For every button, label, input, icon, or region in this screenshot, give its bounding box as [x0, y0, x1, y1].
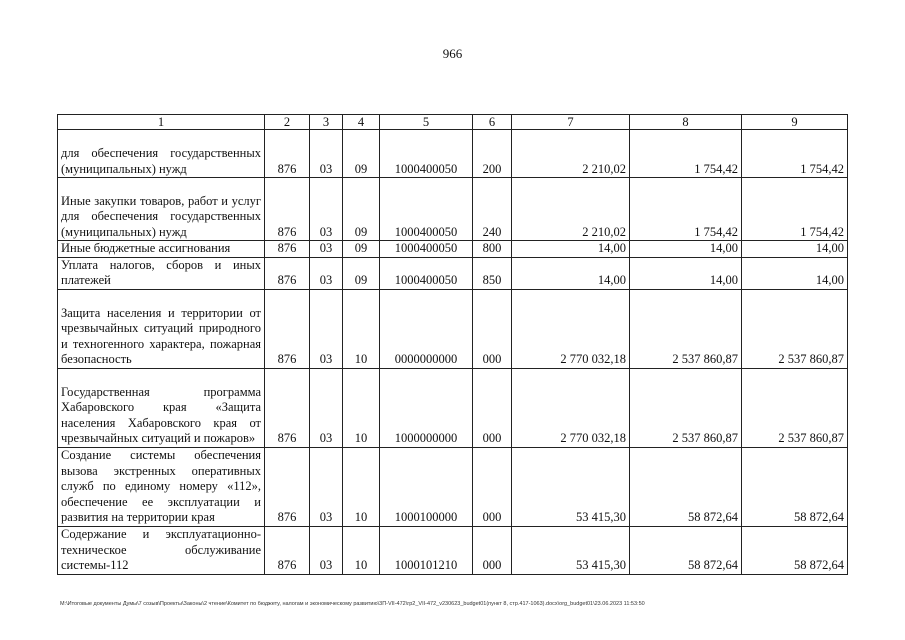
column-header: 9: [742, 115, 848, 130]
cell-amount-col9: 14,00: [742, 241, 848, 258]
cell-amount-col8: 2 537 860,87: [630, 289, 742, 368]
cell-target-article: 1000000000: [380, 368, 473, 447]
row-name: для обеспечения государственных (муниципальных) нужд: [58, 130, 265, 178]
cell-subsection: 09: [343, 130, 380, 178]
file-path-footer: M:\Итоговые документы Думы\7 созыв\Проекты\Законы\2 чтение\Комитет по бюджету, налогам и экономическому развитию\3П-VII-472\гр2_VII-472_v230623_budget01(пункт 8, стр.417-1063).docx\org_budget01\23.06.2023 11:53:50: [60, 601, 645, 607]
cell-amount-col7: 53 415,30: [512, 447, 630, 526]
cell-amount-col7: 14,00: [512, 241, 630, 258]
cell-expense-type: 200: [473, 130, 512, 178]
column-header: 5: [380, 115, 473, 130]
cell-target-article: 0000000000: [380, 289, 473, 368]
cell-ministry-code: 876: [265, 241, 310, 258]
cell-amount-col9: 2 537 860,87: [742, 368, 848, 447]
table-row: [58, 257, 848, 289]
row-name: Защита населения и территории от чрезвычайных ситуаций природного и техногенного характера, пожарная безопасность: [58, 289, 265, 368]
column-header: 4: [343, 115, 380, 130]
cell-target-article: 1000400050: [380, 241, 473, 258]
cell-expense-type: 000: [473, 447, 512, 526]
cell-subsection: 10: [343, 526, 380, 574]
cell-section: 03: [310, 241, 343, 258]
table-row: [58, 368, 848, 447]
cell-subsection: 09: [343, 178, 380, 241]
row-name: Иные закупки товаров, работ и услуг для обеспечения государственных (муниципальных) нужд: [58, 178, 265, 241]
cell-ministry-code: 876: [265, 526, 310, 574]
cell-target-article: 1000400050: [380, 257, 473, 289]
cell-section: 03: [310, 368, 343, 447]
row-name: Иные бюджетные ассигнования: [58, 241, 265, 258]
cell-amount-col9: 2 537 860,87: [742, 289, 848, 368]
cell-ministry-code: 876: [265, 178, 310, 241]
cell-amount-col9: 1 754,42: [742, 178, 848, 241]
table-row: [58, 526, 848, 574]
cell-amount-col7: 14,00: [512, 257, 630, 289]
table-row: [58, 241, 848, 258]
cell-section: 03: [310, 257, 343, 289]
cell-amount-col7: 2 770 032,18: [512, 289, 630, 368]
column-header: 3: [310, 115, 343, 130]
cell-section: 03: [310, 178, 343, 241]
cell-amount-col9: 58 872,64: [742, 447, 848, 526]
cell-section: 03: [310, 130, 343, 178]
cell-section: 03: [310, 289, 343, 368]
table-header-row: [58, 115, 848, 130]
cell-amount-col9: 1 754,42: [742, 130, 848, 178]
cell-expense-type: 800: [473, 241, 512, 258]
cell-subsection: 10: [343, 289, 380, 368]
cell-amount-col8: 14,00: [630, 257, 742, 289]
row-name: Содержание и эксплуатационно-техническое обслуживание системы-112: [58, 526, 265, 574]
cell-ministry-code: 876: [265, 289, 310, 368]
column-header: 2: [265, 115, 310, 130]
cell-target-article: 1000400050: [380, 178, 473, 241]
cell-amount-col7: 53 415,30: [512, 526, 630, 574]
cell-amount-col7: 2 770 032,18: [512, 368, 630, 447]
cell-subsection: 10: [343, 447, 380, 526]
page-number: 966: [442, 46, 463, 61]
cell-target-article: 1000101210: [380, 526, 473, 574]
cell-ministry-code: 876: [265, 257, 310, 289]
cell-expense-type: 850: [473, 257, 512, 289]
cell-expense-type: 000: [473, 289, 512, 368]
cell-amount-col9: 14,00: [742, 257, 848, 289]
table-row: [58, 130, 848, 178]
row-name: Уплата налогов, сборов и иных платежей: [58, 257, 265, 289]
table-row: [58, 447, 848, 526]
cell-ministry-code: 876: [265, 368, 310, 447]
column-header: 1: [58, 115, 265, 130]
cell-subsection: 10: [343, 368, 380, 447]
budget-table: [57, 114, 848, 575]
table-row: [58, 289, 848, 368]
cell-amount-col7: 2 210,02: [512, 130, 630, 178]
cell-expense-type: 000: [473, 526, 512, 574]
row-name: Государственная программа Хабаровского края «Защита населения Хабаровского края от чрезвычайных ситуаций и пожаров»: [58, 368, 265, 447]
column-header: 7: [512, 115, 630, 130]
cell-amount-col8: 1 754,42: [630, 130, 742, 178]
table-row: [58, 178, 848, 241]
cell-subsection: 09: [343, 241, 380, 258]
cell-amount-col8: 14,00: [630, 241, 742, 258]
cell-amount-col7: 2 210,02: [512, 178, 630, 241]
cell-amount-col8: 2 537 860,87: [630, 368, 742, 447]
cell-ministry-code: 876: [265, 130, 310, 178]
column-header: 6: [473, 115, 512, 130]
cell-target-article: 1000100000: [380, 447, 473, 526]
cell-target-article: 1000400050: [380, 130, 473, 178]
cell-expense-type: 000: [473, 368, 512, 447]
cell-amount-col8: 1 754,42: [630, 178, 742, 241]
cell-section: 03: [310, 447, 343, 526]
cell-amount-col8: 58 872,64: [630, 526, 742, 574]
cell-amount-col8: 58 872,64: [630, 447, 742, 526]
cell-ministry-code: 876: [265, 447, 310, 526]
row-name: Создание системы обеспечения вызова экстренных оперативных служб по единому номеру «112», обеспечение ее эксплуатации и развития на территории края: [58, 447, 265, 526]
cell-amount-col9: 58 872,64: [742, 526, 848, 574]
cell-subsection: 09: [343, 257, 380, 289]
cell-expense-type: 240: [473, 178, 512, 241]
cell-section: 03: [310, 526, 343, 574]
column-header: 8: [630, 115, 742, 130]
